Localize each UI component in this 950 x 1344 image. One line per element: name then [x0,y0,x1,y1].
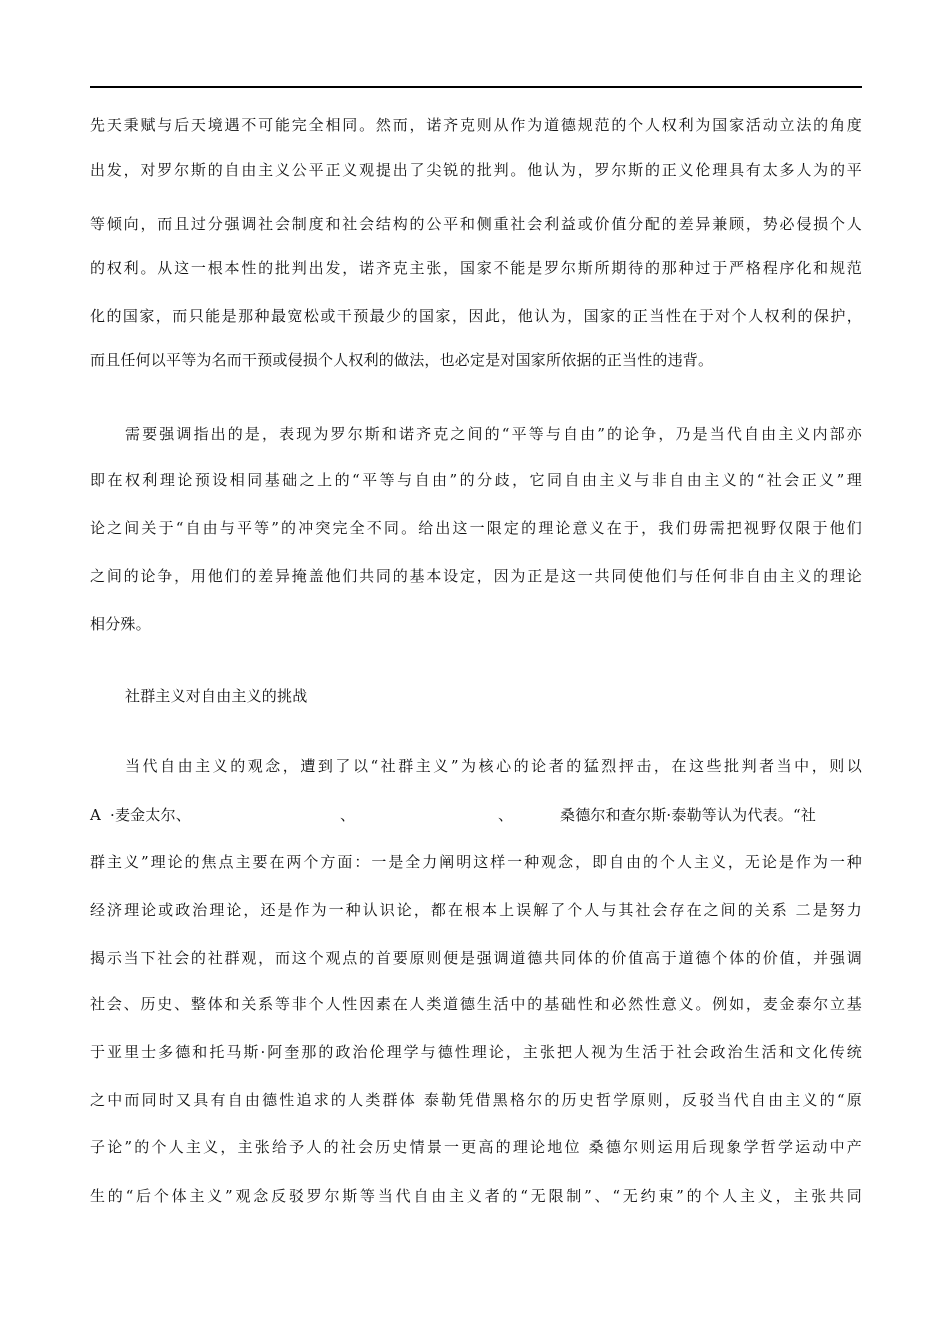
text-line: 需要强调指出的是，表现为罗尔斯和诺齐克之间的“平等与自由”的论争，乃是当代自由主义内部亦 [125,425,862,443]
text-line: 揭示当下社会的社群观，而这个观点的首要原则便是强调道德共同体的价值高于道德个体的价值，并强调 [90,949,862,967]
section-heading: 社群主义对自由主义的挑战 [125,687,308,705]
header-rule [90,86,862,88]
text-line: 群主义”理论的焦点主要在两个方面：一是全力阐明这样一种观念，即自由的个人主义，无论是作为一种 [90,853,862,871]
text-line: 出发，对罗尔斯的自由主义公平正义观提出了尖锐的批判。他认为，罗尔斯的正义伦理具有太多人为的平 [90,161,862,179]
text-segment: 、 [498,806,514,824]
text-line: 生的“后个体主义”观念反驳罗尔斯等当代自由主义者的“无限制”、“无约束”的个人主义，主张共同 [90,1187,862,1205]
text-line: 之间的论争，用他们的差异掩盖他们共同的基本设定，因为正是这一共同使他们与任何非自由主义的理论 [90,567,862,585]
text-segment: ·麦金太尔、 [110,806,191,824]
text-segment: 桑德尔和查尔斯·泰勒等认为代表。“社 [560,806,817,824]
text-segment: A [90,806,102,824]
text-line: 而且任何以平等为名而干预或侵损个人权利的做法，也必定是对国家所依据的正当性的违背。 [90,351,714,369]
text-line: 即在权利理论预设相同基础之上的“平等与自由”的分歧，它同自由主义与非自由主义的“社会正义”理 [90,471,862,489]
text-line: 于亚里士多德和托马斯·阿奎那的政治伦理学与德性理论，主张把人视为生活于社会政治生活和文化传统 [90,1043,862,1061]
text-line: 经济理论或政治理论，还是作为一种认识论，都在根本上误解了个人与其社会存在之间的关系 二是努力 [90,901,862,919]
text-line: 化的国家，而只能是那种最宽松或干预最少的国家，因此，他认为，国家的正当性在于对个人权利的保护， [90,307,862,325]
text-line: 子论”的个人主义，主张给予人的社会历史情景一更高的理论地位 桑德尔则运用后现象学哲学运动中产 [90,1138,862,1156]
text-segment: 、 [340,806,356,824]
text-line: 等倾向，而且过分强调社会制度和社会结构的公平和侧重社会利益或价值分配的差异兼顾，势必侵损个人 [90,215,862,233]
text-line: 论之间关于“自由与平等”的冲突完全不同。给出这一限定的理论意义在于，我们毋需把视野仅限于他们 [90,519,862,537]
text-line: 相分殊。 [90,615,151,633]
text-line: 先天秉赋与后天境遇不可能完全相同。然而，诺齐克则从作为道德规范的个人权利为国家活动立法的角度 [90,116,862,134]
text-line: 当代自由主义的观念，遭到了以“社群主义”为核心的论者的猛烈抨击，在这些批判者当中，则以 [125,757,862,775]
text-line: 之中而同时又具有自由德性追求的人类群体 泰勒凭借黑格尔的历史哲学原则，反驳当代自由主义的“原 [90,1091,862,1109]
text-line: 社会、历史、整体和关系等非个人性因素在人类道德生活中的基础性和必然性意义。例如，麦金泰尔立基 [90,995,862,1013]
text-line-with-gaps [90,805,862,825]
text-line: 的权利。从这一根本性的批判出发，诺齐克主张，国家不能是罗尔斯所期待的那种过于严格程序化和规范 [90,259,862,277]
